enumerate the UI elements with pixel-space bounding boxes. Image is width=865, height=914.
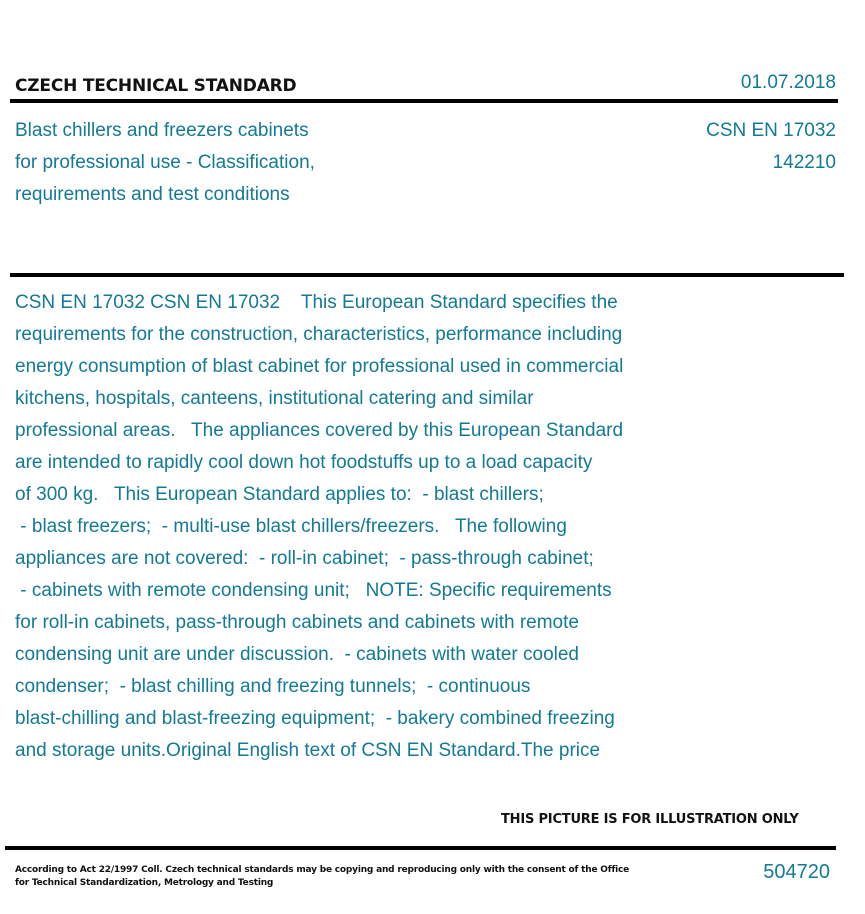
illustration-disclaimer: THIS PICTURE IS FOR ILLUSTRATION ONLY — [501, 812, 799, 827]
legal-line: According to Act 22/1997 Coll. Czech technical standards may be copying and reproducing only with the consent of the Office — [15, 865, 630, 875]
catalog-number: 504720 — [763, 861, 830, 883]
standard-number: CSN EN 17032 — [706, 120, 836, 141]
title-line: Blast chillers and freezers cabinets — [15, 120, 309, 141]
description-line: requirements for the construction, characteristics, performance including — [15, 324, 623, 345]
description-line: condenser; - blast chilling and freezing tunnels; - continuous — [15, 676, 531, 697]
description-line: and storage units.Original English text of CSN EN Standard.The price — [15, 740, 601, 761]
description-line: of 300 kg. This European Standard applies to: - blast chillers; — [15, 484, 544, 505]
title-divider — [10, 273, 844, 277]
classification-number: 142210 — [772, 152, 836, 173]
publication-date: 01.07.2018 — [740, 72, 836, 93]
standard-description — [15, 287, 715, 767]
title-line: requirements and test conditions — [15, 184, 290, 205]
standard-codes — [706, 115, 836, 179]
header-divider — [10, 99, 838, 103]
description-line: CSN EN 17032 CSN EN 17032 This European Standard specifies the — [15, 292, 618, 313]
footer-divider — [5, 846, 836, 850]
description-line: blast-chilling and blast-freezing equipment; - bakery combined freezing — [15, 708, 615, 729]
description-line: professional areas. The appliances covered by this European Standard — [15, 420, 624, 441]
description-line: - cabinets with remote condensing unit; NOTE: Specific requirements — [15, 580, 612, 601]
description-line: - blast freezers; - multi-use blast chillers/freezers. The following — [15, 516, 567, 537]
document-type-label: CZECH TECHNICAL STANDARD — [15, 76, 297, 96]
title-line: for professional use - Classification, — [15, 152, 315, 173]
legal-line: for Technical Standardization, Metrology and Testing — [15, 878, 274, 888]
legal-notice — [15, 864, 629, 890]
description-line: condensing unit are under discussion. - cabinets with water cooled — [15, 644, 579, 665]
description-line: kitchens, hospitals, canteens, institutional catering and similar — [15, 388, 534, 409]
description-line: for roll-in cabinets, pass-through cabinets and cabinets with remote — [15, 612, 579, 633]
description-line: appliances are not covered: - roll-in cabinet; - pass-through cabinet; — [15, 548, 594, 569]
description-line: are intended to rapidly cool down hot foodstuffs up to a load capacity — [15, 452, 593, 473]
standard-title — [15, 115, 315, 211]
description-line: energy consumption of blast cabinet for professional used in commercial — [15, 356, 624, 377]
